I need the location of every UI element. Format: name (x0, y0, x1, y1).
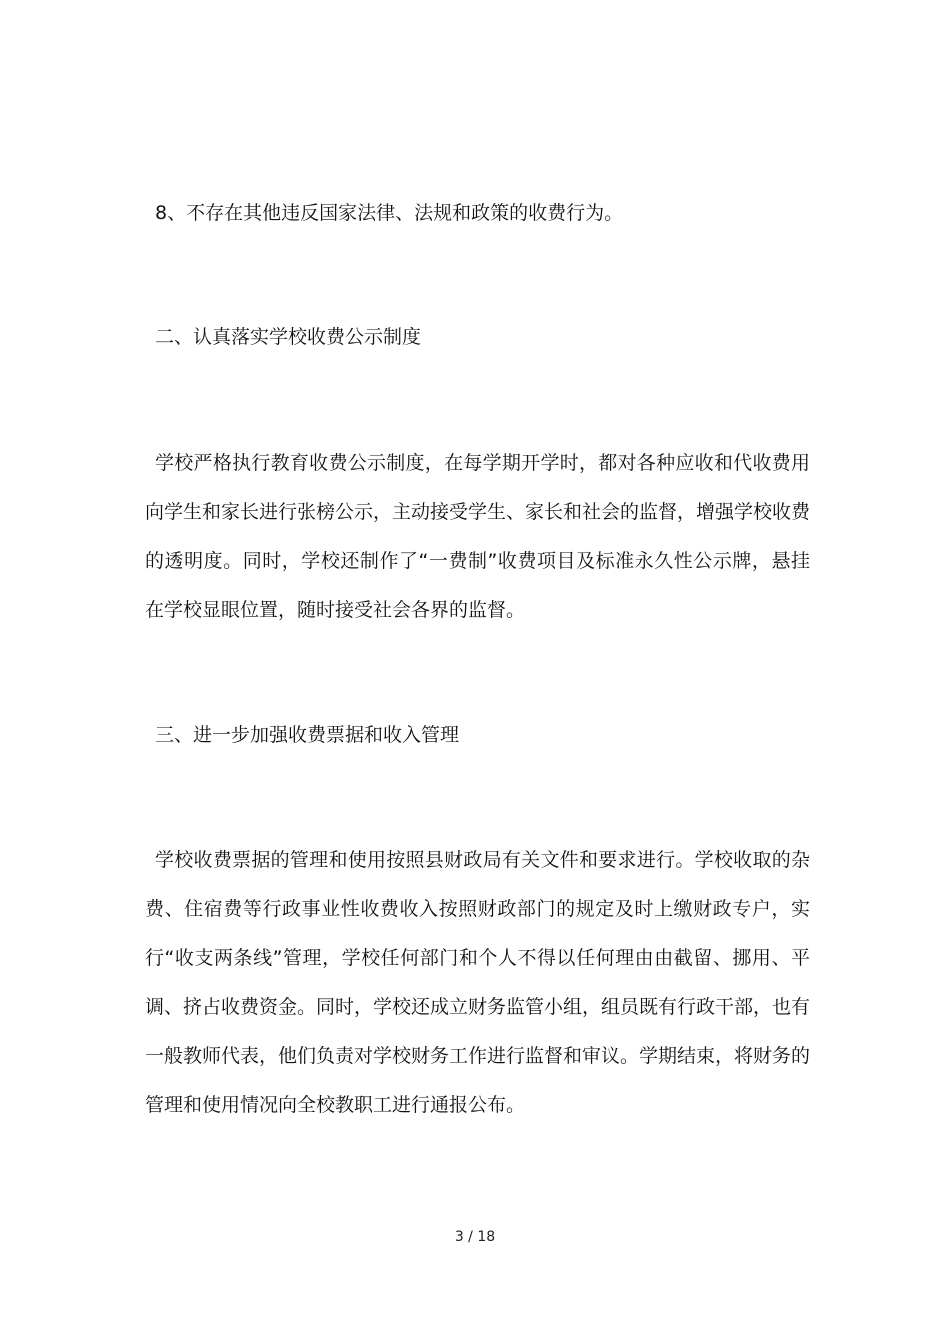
section-2-heading: 二、认真落实学校收费公示制度 (155, 326, 422, 348)
section-3-heading: 三、进一步加强收费票据和收入管理 (155, 724, 460, 746)
section-3-paragraph: 学校收费票据的管理和使用按照县财政局有关文件和要求进行。学校收取的杂费、住宿费等行政事业性收费收入按照财政部门的规定及时上缴财政专户，实行“收支两条线”管理，学校任何部门和个人不得以任何理由由截留、挪用、平调、挤占收费资金。同时，学校还成立财务监管小组，组员既有行政干部，也有一般教师代表，他们负责对学校财务工作进行监督和审议。学期结束，将财务的管理和使用情况向全校教职工进行通报公布。 (145, 849, 811, 1116)
item-8-text: 8、不存在其他违反国家法律、法规和政策的收费行为。 (155, 202, 624, 224)
section-2-paragraph: 学校严格执行教育收费公示制度，在每学期开学时，都对各种应收和代收费用向学生和家长进行张榜公示，主动接受学生、家长和社会的监督，增强学校收费的透明度。同时，学校还制作了“一费制”收费项目及标准永久性公示牌，悬挂在学校显眼位置，随时接受社会各界的监督。 (145, 452, 811, 621)
page-number: 3 / 18 (454, 1229, 496, 1245)
